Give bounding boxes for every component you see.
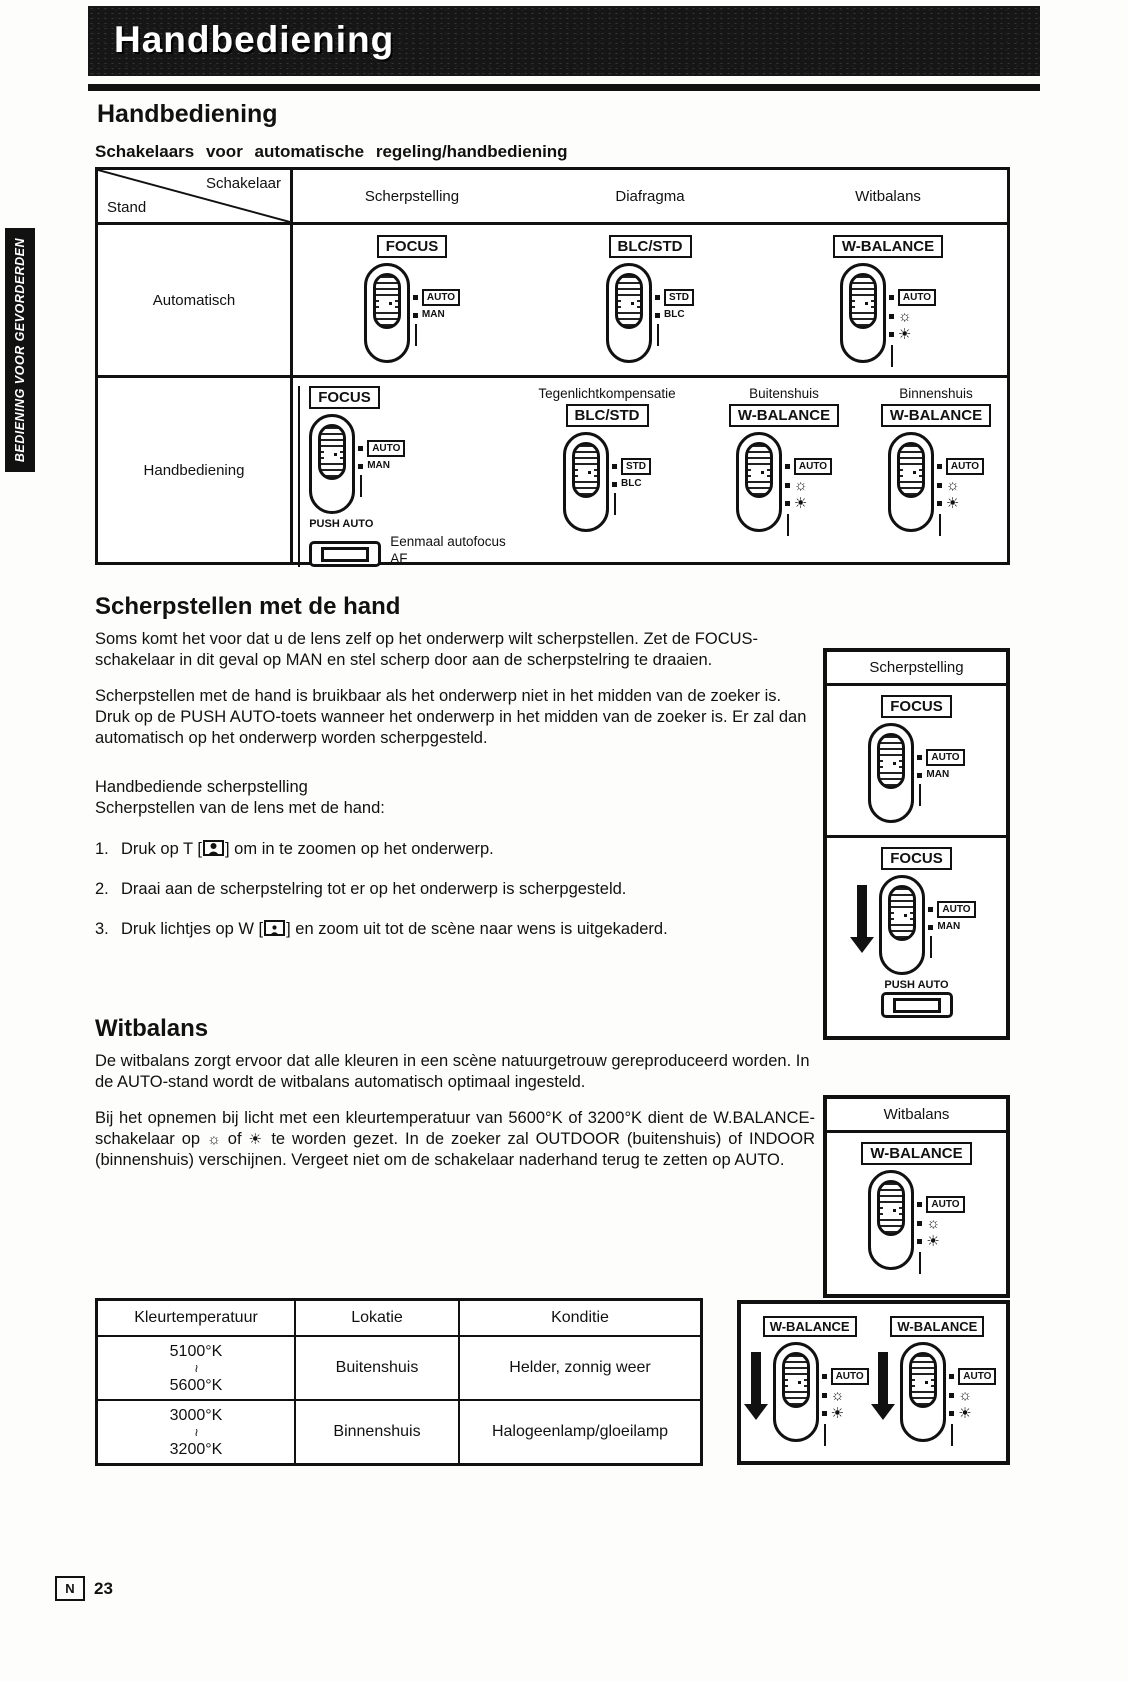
switch-capsule <box>364 263 410 363</box>
column-header-scherpstelling: Scherpstelling <box>364 187 460 205</box>
switch-capsule <box>879 875 925 975</box>
push-auto-label: PUSH AUTO <box>309 518 374 530</box>
focus-switch-label: FOCUS <box>309 386 380 409</box>
column-header-witbalans: Witbalans <box>855 187 921 205</box>
push-auto-label: PUSH AUTO <box>884 979 949 991</box>
switch-knob <box>909 1352 937 1408</box>
man-label: MAN <box>937 921 961 932</box>
chapter-banner <box>88 6 1040 76</box>
wbalance-switch-manual-2 <box>878 1316 996 1461</box>
auto-tag: AUTO <box>937 901 975 918</box>
table-row <box>98 1337 700 1401</box>
auto-tag: AUTO <box>831 1368 869 1385</box>
focus-switch-manual <box>293 386 511 566</box>
witbalans-section-heading: Witbalans <box>95 1015 209 1042</box>
bulb-icon: ☀ <box>248 1131 265 1148</box>
temp-range: 5100°K ~ 5600°K <box>169 1342 223 1394</box>
sun-icon: ☼ <box>958 1387 973 1404</box>
switch-capsule <box>563 432 609 532</box>
push-auto-button <box>881 992 953 1018</box>
person-large-icon <box>203 840 224 856</box>
row-handbediening <box>98 378 1007 566</box>
row-label-handbediening: Handbediening <box>98 378 293 562</box>
bulb-icon: ☀ <box>926 1233 940 1250</box>
lokatie-cell: Buitenshuis <box>296 1337 460 1399</box>
focus-step-2: 2. Draai aan de scherpstelring tot er op het onderwerp is scherpgesteld. <box>95 880 627 898</box>
switch-knob <box>849 273 877 329</box>
page-title: Handbediening <box>97 100 278 128</box>
header-kleurtemperatuur: Kleurtemperatuur <box>98 1301 296 1335</box>
focus-switch-label: FOCUS <box>881 847 952 870</box>
wbalance-switch-label: W-BALANCE <box>861 1142 971 1165</box>
switch-capsule <box>888 432 934 532</box>
man-label: MAN <box>367 460 390 471</box>
sun-icon: ☼ <box>945 477 960 494</box>
wbalance-switch-outdoor <box>703 386 865 562</box>
row-label-automatisch: Automatisch <box>98 225 293 375</box>
caption-binnenshuis: Binnenshuis <box>899 386 973 401</box>
blc-switch-auto <box>606 235 694 375</box>
auto-tag: AUTO <box>926 1196 964 1213</box>
caption-buitenshuis: Buitenshuis <box>749 386 819 401</box>
wbalance-switch-label: W-BALANCE <box>763 1316 857 1337</box>
sun-icon: ☼ <box>926 1215 941 1232</box>
switch-knob <box>745 442 773 498</box>
bulb-icon: ☀ <box>958 1405 972 1422</box>
switch-capsule <box>900 1342 946 1442</box>
chapter-title: Handbediening <box>114 19 395 60</box>
switch-knob <box>888 885 916 941</box>
witbalans-manual-box <box>737 1300 1010 1465</box>
bulb-icon: ☀ <box>897 326 912 343</box>
blc-switch-label: BLC/STD <box>566 404 649 427</box>
man-label: MAN <box>421 309 445 320</box>
focus-sidebox-title: Scherpstelling <box>827 652 1006 686</box>
focus-paragraph-1: Soms komt het voor dat u de lens zelf op het onderwerp wilt scherpstellen. Zet de FOCUS-schakelaar in dit geval op MAN en stel scherp door aan de scherpstelring te draaien. <box>95 630 759 669</box>
push-auto-button <box>309 541 381 567</box>
temperature-table <box>95 1298 703 1466</box>
witbalans-paragraph-2: Bij het opnemen bij licht met een kleurtemperatuur van 5600°K of 3200°K dient de W.BALANCE-schakelaar op ☼ of ☀ te worden gezet. In de zoeker zal OUTDOOR (buitenshuis) of INDOOR (binnenshuis) verschijnen. Vergeet niet om de schakelaar naderhand terug te zetten op AUTO. <box>95 1109 816 1169</box>
witbalans-sidebox <box>823 1095 1010 1298</box>
switch-knob <box>877 1180 905 1236</box>
focus-sidebox-auto <box>827 686 1006 838</box>
blc-switch-label: BLC/STD <box>609 235 692 258</box>
table-row <box>98 1401 700 1463</box>
wbalance-switch-indoor <box>865 386 1007 562</box>
sun-icon: ☼ <box>897 308 912 325</box>
switch-capsule <box>868 1170 914 1270</box>
down-arrow-icon <box>857 885 867 937</box>
wbalance-switch-auto <box>833 235 943 375</box>
sun-icon: ☼ <box>793 477 808 494</box>
bulb-icon: ☀ <box>830 1405 845 1422</box>
konditie-cell: Helder, zonnig weer <box>509 1359 651 1376</box>
focus-section <box>95 593 815 959</box>
std-tag: STD <box>621 458 651 475</box>
switch-capsule <box>773 1342 819 1442</box>
down-arrow-icon <box>751 1352 761 1404</box>
af-caption: Eenmaal autofocus AF <box>390 534 506 566</box>
switch-knob <box>615 273 643 329</box>
auto-tag: AUTO <box>958 1368 996 1385</box>
switch-capsule <box>840 263 886 363</box>
focus-switch-label: FOCUS <box>881 695 952 718</box>
auto-tag: AUTO <box>946 458 984 475</box>
auto-tag: AUTO <box>898 289 936 306</box>
chapter-side-tab <box>5 228 35 472</box>
header-konditie: Konditie <box>551 1309 609 1326</box>
corner-label-schakelaar: Schakelaar <box>205 175 281 192</box>
blc-label: BLC <box>621 478 642 489</box>
corner-label-stand: Stand <box>107 199 147 216</box>
man-label: MAN <box>926 769 950 780</box>
witbalans-section <box>95 1015 816 1186</box>
auto-tag: AUTO <box>367 440 405 457</box>
down-arrow-icon <box>878 1352 888 1404</box>
blc-switch-manual <box>511 386 703 562</box>
page-number: 23 <box>94 1578 113 1598</box>
focus-paragraph-2: Scherpstellen met de hand is bruikbaar als het onderwerp niet in het midden van de zoeker is. Druk op de PUSH AUTO-toets wanneer het onderwerp in het midden van de zoeker is. Er zal dan automatisch op het onderwerp worden scherpgesteld. <box>95 687 807 747</box>
focus-paragraph-3: Handbediende scherpstelling Scherpstellen van de lens met de hand: <box>95 778 385 817</box>
chapter-side-tab-label: BEDIENING VOOR GEVORDERDEN <box>13 237 27 463</box>
focus-sidebox <box>823 648 1010 1040</box>
auto-tag: AUTO <box>422 289 460 306</box>
temp-range: 3000°K ~ 3200°K <box>169 1406 223 1458</box>
temperature-table-header <box>98 1301 700 1337</box>
wbalance-switch-label: W-BALANCE <box>833 235 943 258</box>
wbalance-switch-manual-1 <box>751 1316 869 1461</box>
table-header-row <box>98 170 1007 225</box>
switch-knob <box>373 273 401 329</box>
sun-icon: ☼ <box>207 1131 221 1148</box>
focus-step-1: 1. Druk op T [ ] om in te zoomen op het onderwerp. <box>95 840 494 858</box>
switch-knob <box>572 442 600 498</box>
focus-sidebox-manual <box>827 838 1006 1018</box>
language-badge: N <box>55 1576 85 1601</box>
caption-tegenlichtkompensatie: Tegenlichtkompensatie <box>538 386 676 401</box>
sun-icon: ☼ <box>830 1387 845 1404</box>
header-lokatie: Lokatie <box>296 1301 460 1335</box>
konditie-cell: Halogeenlamp/gloeilamp <box>491 1423 669 1440</box>
corner-cell <box>98 170 293 222</box>
blc-label: BLC <box>664 309 685 320</box>
switch-knob <box>897 442 925 498</box>
focus-switch-label: FOCUS <box>377 235 448 258</box>
wbalance-switch-label: W-BALANCE <box>881 404 991 427</box>
switch-capsule <box>606 263 652 363</box>
row-automatisch <box>98 225 1007 378</box>
switch-capsule <box>736 432 782 532</box>
column-header-diafragma: Diafragma <box>615 187 685 205</box>
focus-switch-auto <box>364 235 460 375</box>
switch-capsule <box>868 723 914 823</box>
switch-overview-table <box>95 167 1010 565</box>
auto-tag: AUTO <box>926 749 964 766</box>
switch-knob <box>877 733 905 789</box>
lokatie-cell: Binnenshuis <box>296 1401 460 1463</box>
switch-knob <box>318 424 346 480</box>
wbalance-switch-label: W-BALANCE <box>729 404 839 427</box>
focus-section-heading: Scherpstellen met de hand <box>95 593 401 620</box>
wbalance-switch-label: W-BALANCE <box>890 1316 984 1337</box>
person-small-icon <box>264 920 285 936</box>
page-footer <box>55 1576 113 1601</box>
std-tag: STD <box>664 289 694 306</box>
focus-step-3: 3. Druk lichtjes op W [ ] en zoom uit tot de scène naar wens is uitgekaderd. <box>95 920 668 938</box>
section-subtitle: Schakelaars voor automatische regeling/handbediening <box>95 142 568 161</box>
banner-rule <box>88 84 1040 91</box>
bulb-icon: ☀ <box>945 495 960 512</box>
witbalans-sidebox-switch <box>827 1133 1006 1274</box>
auto-tag: AUTO <box>794 458 832 475</box>
switch-knob <box>782 1352 810 1408</box>
witbalans-sidebox-title: Witbalans <box>827 1099 1006 1133</box>
switch-capsule <box>309 414 355 514</box>
witbalans-paragraph-1: De witbalans zorgt ervoor dat alle kleuren in een scène natuurgetrouw gereproduceerd worden. In de AUTO-stand wordt de witbalans automatisch optimaal ingesteld. <box>95 1052 810 1091</box>
bulb-icon: ☀ <box>793 495 808 512</box>
